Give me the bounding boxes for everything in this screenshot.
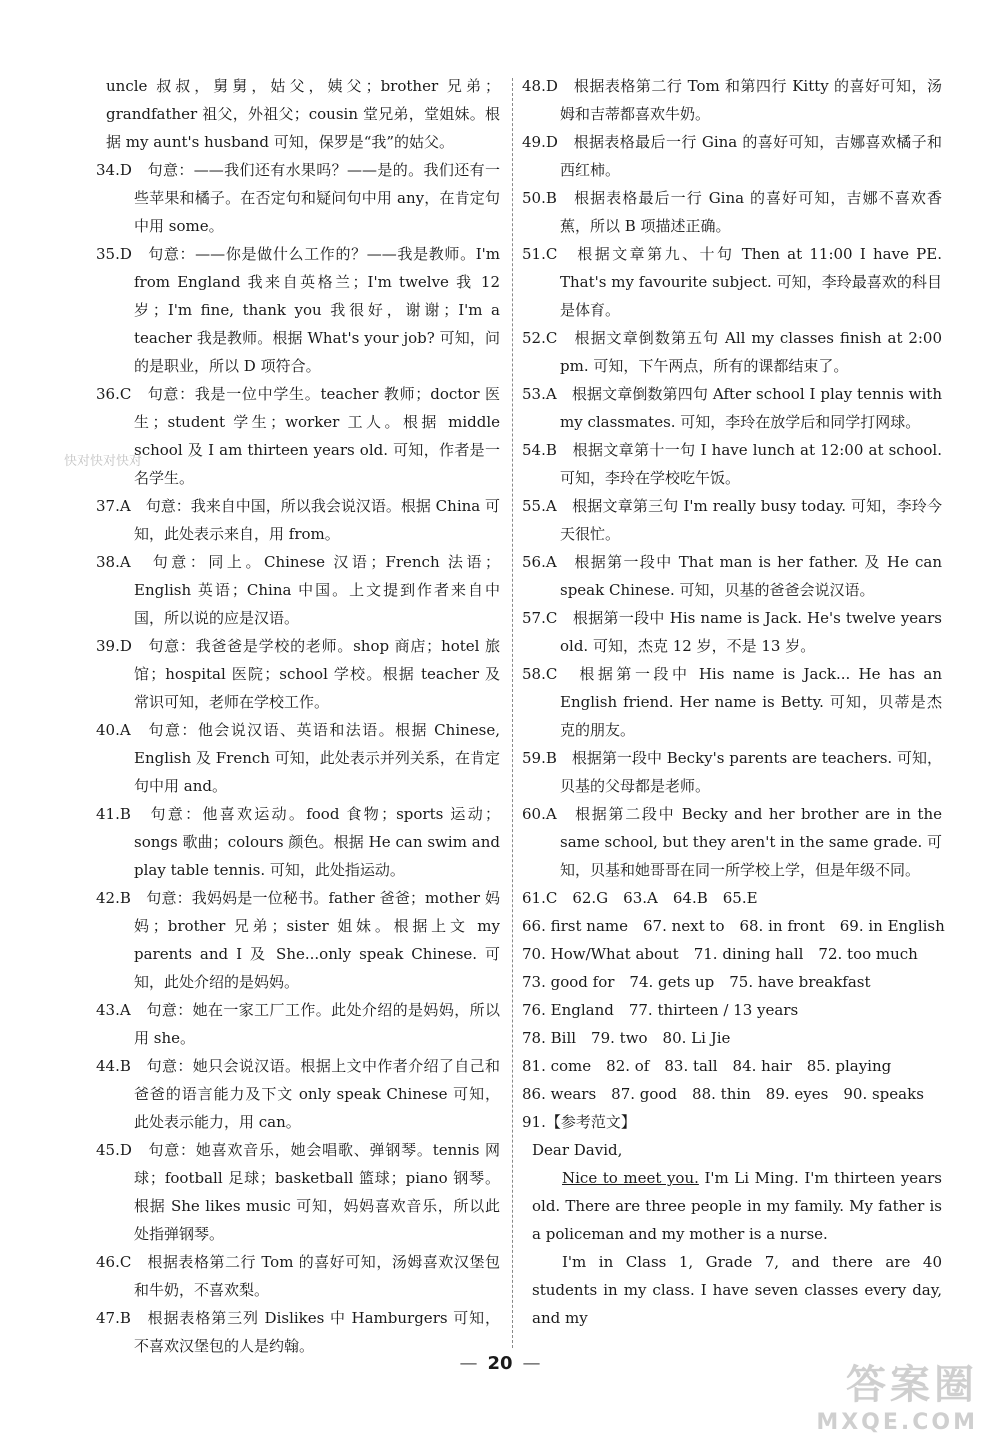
answer-entry: 46.C 根据表格第二行 Tom 的喜好可知，汤姆喜欢汉堡包和牛奶，不喜欢梨。 [96,1253,500,1299]
essay-paragraph [522,1164,942,1248]
answer-entry: 34.D 句意：——我们还有水果吗？——是的。我们还有一些苹果和橘子。在否定句和疑问句中用 any，在肯定句中用 some。 [96,161,500,235]
short-answer-line: 81. come 82. of 83. tall 84. hair 85. playing [522,1057,892,1075]
essay-salutation: Dear David, [532,1141,623,1159]
short-answer-line: 61.C 62.G 63.A 64.B 65.E [522,889,758,907]
answer-entry: 45.D 句意：她喜欢音乐，她会唱歌、弹钢琴。tennis 网球；football 足球；basketball 篮球；piano 钢琴。根据 She likes music 可知，妈妈喜欢音乐，所以此处指弹钢琴。 [96,1141,500,1243]
answer-entry: 56.A 根据第一段中 That man is her father. 及 He can speak Chinese. 可知，贝基的爸爸会说汉语。 [522,553,942,599]
left-column [96,72,500,1360]
answer-entry: 42.B 句意：我妈妈是一位秘书。father 爸爸；mother 妈妈；brother 兄弟；sister 姐妹。根据上文 my parents and I 及 She...only speak Chinese. 可知，此处介绍的是妈妈。 [96,889,500,991]
essay-paragraph-text: I'm Li Ming. I'm thirteen years old. There are three people in my family. My father is a policeman and my mother is a nurse. [532,1169,943,1243]
sample-essay [522,1108,942,1332]
answer-entry: uncle 叔叔，舅舅，姑父，姨父；brother 兄弟；grandfather 祖父，外祖父；cousin 堂兄弟，堂姐妹。根据 my aunt's husband 可知，保罗是“我”的姑父。 [106,77,500,151]
watermark-text: 答案圈 [846,1362,978,1408]
answer-entry: 53.A 根据文章倒数第四句 After school I play tennis with my classmates. 可知，李玲在放学后和同学打网球。 [522,385,942,431]
dash-right: — [522,1353,541,1374]
answer-entry: 40.A 句意：他会说汉语、英语和法语。根据 Chinese, English 及 French 可知，此处表示并列关系，在肯定句中用 and。 [96,721,500,795]
answer-entry: 60.A 根据第二段中 Becky and her brother are in the same school, but they aren't in the same grade. 可知，贝基和她哥哥在同一所学校上学，但是年级不同。 [522,805,942,879]
column-divider [512,78,513,1348]
dash-left: — [459,1353,478,1374]
essay-paragraph: I'm in Class 1, Grade 7, and there are 40 students in my class. I have seven classes every day, and my [532,1253,942,1327]
short-answer-line: 73. good for 74. gets up 75. have breakfast [522,973,871,991]
answer-entry: 43.A 句意：她在一家工厂工作。此处介绍的是妈妈，所以用 she。 [96,1001,500,1047]
essay-label: 91.【参考范文】 [522,1113,636,1131]
page-number-value: 20 [487,1353,513,1374]
faint-stamp: 快对快对快对 [64,454,143,469]
watermark-logo [768,1353,978,1443]
essay-underlined-phrase: Nice to meet you. [562,1169,699,1187]
answer-entry: 52.C 根据文章倒数第五句 All my classes finish at 2:00 pm. 可知，下午两点，所有的课都结束了。 [522,329,942,375]
answer-entry: 50.B 根据表格最后一行 Gina 的喜好可知，吉娜不喜欢香蕉，所以 B 项描述正确。 [522,189,942,235]
answer-entry: 47.B 根据表格第三列 Dislikes 中 Hamburgers 可知，不喜欢汉堡包的人是约翰。 [96,1309,500,1355]
short-answer-line: 86. wears 87. good 88. thin 89. eyes 90. speaks [522,1085,924,1103]
short-answer-line: 70. How/What about 71. dining hall 72. too much [522,945,918,963]
answer-entry: 59.B 根据第一段中 Becky's parents are teachers. 可知，贝基的父母都是老师。 [522,749,942,795]
answer-entry: 35.D 句意：——你是做什么工作的？——我是教师。I'm from England 我来自英格兰；I'm twelve 我 12 岁；I'm fine, thank you 我很好，谢谢；I'm a teacher 我是教师。根据 What's your job? 可知，问的是职业，所以 D 项符合。 [96,245,500,375]
short-answers [522,884,945,1108]
right-column [522,72,945,1332]
short-answer-line: 66. first name 67. next to 68. in front 69. in English [522,917,945,935]
answer-entry: 44.B 句意：她只会说汉语。根据上文中作者介绍了自己和爸爸的语言能力及下文 only speak Chinese 可知，此处表示能力，用 can。 [96,1057,500,1131]
answer-entry: 49.D 根据表格最后一行 Gina 的喜好可知，吉娜喜欢橘子和西红柿。 [522,133,942,179]
short-answer-line: 78. Bill 79. two 80. Li Jie [522,1029,731,1047]
answer-entry: 36.C 句意：我是一位中学生。teacher 教师；doctor 医生；student 学生；worker 工人。根据 middle school 及 I am thirteen years old. 可知，作者是一名学生。 [96,385,500,487]
answer-entry: 57.C 根据第一段中 His name is Jack. He's twelve years old. 可知，杰克 12 岁，不是 13 岁。 [522,609,942,655]
answer-entry: 58.C 根据第一段中 His name is Jack... He has an English friend. Her name is Betty. 可知，贝蒂是杰克的朋友。 [522,665,942,739]
answer-entry: 41.B 句意：他喜欢运动。food 食物；sports 运动；songs 歌曲；colours 颜色。根据 He can swim and play table tennis. 可知，此处指运动。 [96,805,500,879]
answer-entry: 51.C 根据文章第九、十句 Then at 11:00 I have PE. That's my favourite subject. 可知，李玲最喜欢的科目是体育。 [522,245,942,319]
answer-entry: 54.B 根据文章第十一句 I have lunch at 12:00 at school. 可知，李玲在学校吃午饭。 [522,441,942,487]
short-answer-line: 76. England 77. thirteen / 13 years [522,1001,799,1019]
answer-entry: 37.A 句意：我来自中国，所以我会说汉语。根据 China 可知，此处表示来自，用 from。 [96,497,500,543]
answer-entry: 55.A 根据文章第三句 I'm really busy today. 可知，李玲今天很忙。 [522,497,942,543]
watermark-url: MXQE.COM [816,1410,978,1435]
answer-entry: 39.D 句意：我爸爸是学校的老师。shop 商店；hotel 旅馆；hospital 医院；school 学校。根据 teacher 及常识可知，老师在学校工作。 [96,637,500,711]
answer-entry: 38.A 句意：同上。Chinese 汉语；French 法语；English 英语；China 中国。上文提到作者来自中国，所以说的应是汉语。 [96,553,500,627]
answer-entry: 48.D 根据表格第二行 Tom 和第四行 Kitty 的喜好可知，汤姆和吉蒂都喜欢牛奶。 [522,77,942,123]
